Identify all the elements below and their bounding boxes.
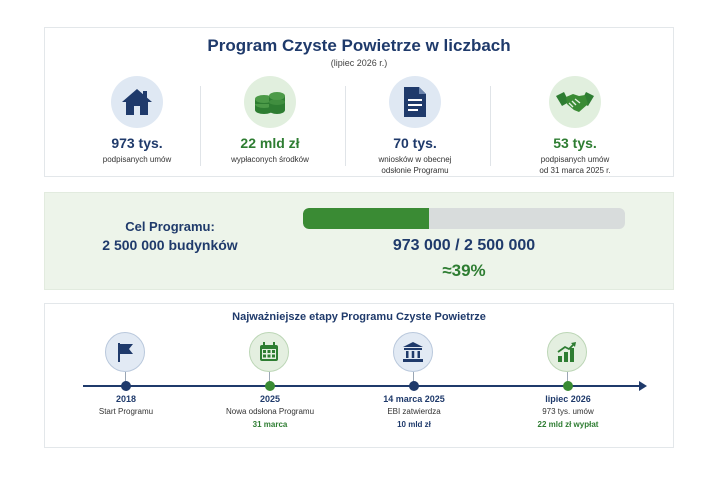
milestone-date: lipiec 2026	[545, 394, 591, 404]
milestone-2018	[56, 394, 196, 416]
growth-chart-icon	[547, 332, 587, 372]
stat-desc: podpisanych umów od 31 marca 2025 r.	[539, 155, 611, 175]
stat-value: 53 tys.	[553, 135, 597, 151]
calendar-icon	[249, 332, 289, 372]
milestone-2025	[200, 394, 340, 429]
milestone-desc: 973 tys. umów	[542, 407, 594, 416]
stat-desc: wypłaconych środków	[231, 155, 309, 164]
divider	[490, 86, 491, 166]
goal-card	[44, 192, 674, 290]
bank-icon	[393, 332, 433, 372]
stat-paid-funds	[200, 76, 340, 165]
handshake-icon	[549, 76, 601, 128]
milestone-extra: 10 mld zł	[397, 420, 431, 429]
coins-icon	[244, 76, 296, 128]
stat-value: 70 tys.	[393, 135, 437, 151]
timeline-axis	[83, 385, 641, 387]
milestone-desc: Nowa odsłona Programu	[225, 407, 315, 416]
stat-value: 22 mld zł	[240, 135, 300, 151]
page-title: Program Czyste Powietrze w liczbach	[207, 36, 511, 55]
stat-desc: podpisanych umów	[102, 155, 172, 164]
stat-value: 973 tys.	[111, 135, 163, 151]
milestone-dot	[265, 381, 275, 391]
milestone-extra: 31 marca	[252, 420, 288, 429]
milestone-2025-march	[344, 394, 484, 429]
progress-ratio: 973 000 / 2 500 000	[392, 237, 536, 254]
progress-bar-fill	[303, 208, 429, 229]
goal-label: Cel Programu:	[125, 219, 215, 234]
stat-contracts-since	[505, 76, 645, 176]
page-subtitle: (lipiec 2026 r.)	[330, 58, 388, 68]
stat-applications	[345, 76, 485, 176]
stat-signed-contracts	[67, 76, 207, 165]
milestone-desc: EBI zatwierdza	[387, 407, 441, 416]
milestone-dot	[121, 381, 131, 391]
milestone-dot	[409, 381, 419, 391]
timeline-arrow-icon	[639, 381, 647, 391]
milestone-dot	[563, 381, 573, 391]
progress-percent: ≈39%	[442, 261, 486, 280]
stats-card	[44, 27, 674, 177]
milestone-date: 2018	[115, 394, 137, 404]
milestone-date: 2025	[259, 394, 281, 404]
document-icon	[389, 76, 441, 128]
stat-desc: wniosków w obecnej odsłonie Programu	[378, 155, 452, 175]
milestone-date: 14 marca 2025	[383, 394, 445, 404]
milestone-extra: 22 mld zł wypłat	[537, 420, 599, 429]
goal-target: 2 500 000 budynków	[102, 237, 238, 253]
timeline-card	[44, 303, 674, 448]
progress-bar	[303, 208, 625, 229]
milestone-desc: Start Programu	[98, 407, 154, 416]
house-icon	[111, 76, 163, 128]
milestone-2026	[498, 394, 638, 429]
flag-icon	[105, 332, 145, 372]
timeline-title: Najważniejsze etapy Programu Czyste Powietrze	[232, 311, 486, 323]
